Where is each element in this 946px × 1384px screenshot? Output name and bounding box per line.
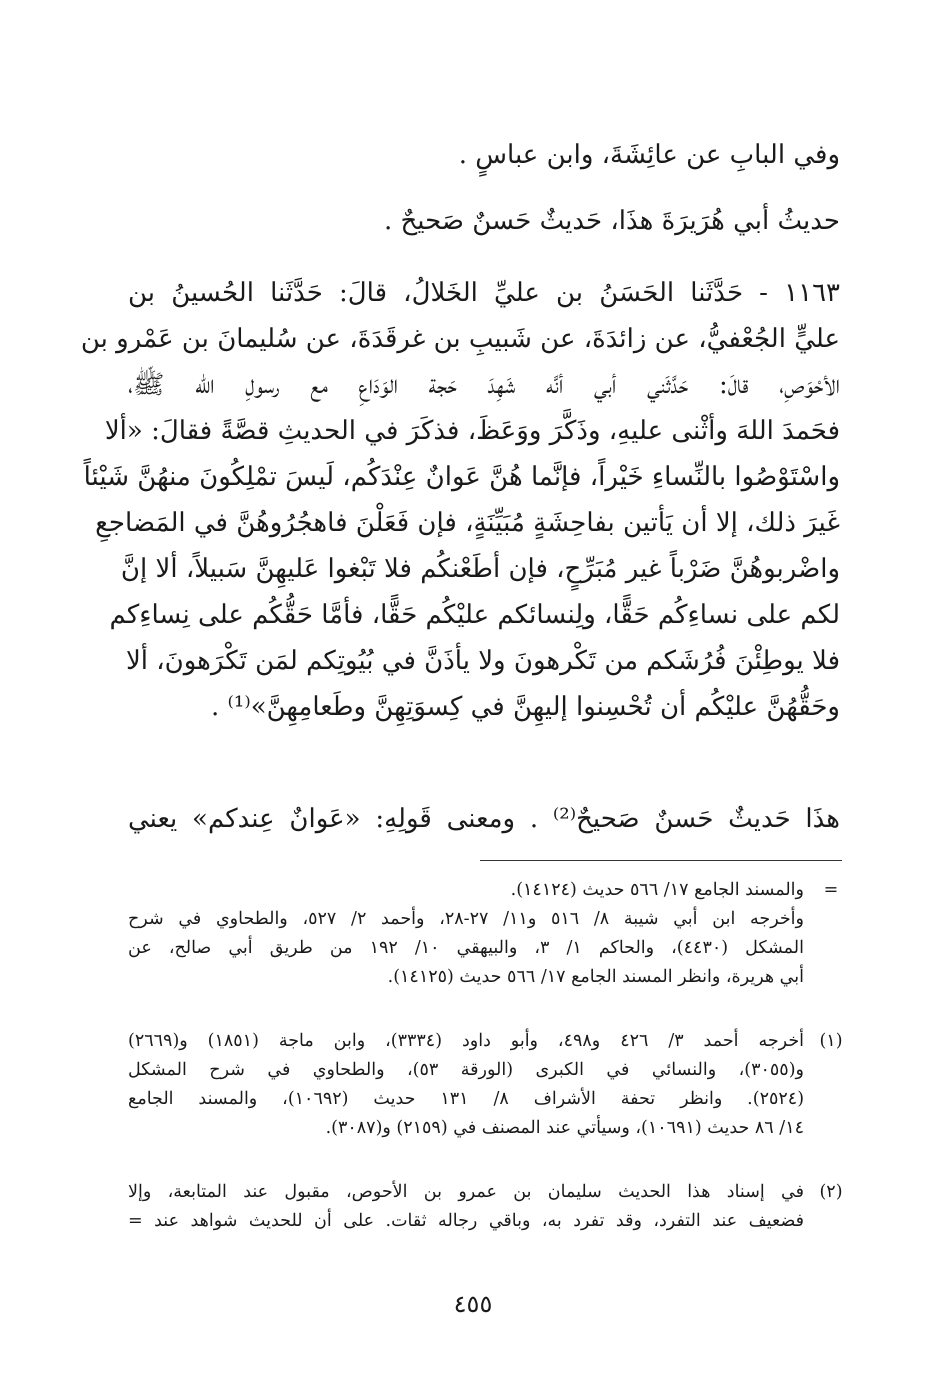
footnote-line: المشكل (٤٤٣٠)، والحاكم ١/ ٣، والبيهقي ١٠/ ١٩٢ من طريق أبي صالح، عن [128,938,804,958]
footnote-2 [128,1178,843,1236]
footnote-continued [128,876,840,992]
text-line: غَيرَ ذلك، إلا أن يَأتين بفاحِشَةٍ مُبَيِّنَةٍ، فإن فَعَلْنَ فاهجُرُوهُنَّ في المَضاجعِ [95,508,840,538]
text-line: عليٍّ الجُعْفيُّ، عن زائدَةَ، عن شَبيبِ بن غرقَدَةَ، عن سُليمانَ بن عَمْرو بن [80,324,840,354]
footnote-marker: (٢) [819,1182,843,1202]
text-line: حديثُ أبي هُرَيرَةَ هذَا، حَديثٌ حَسنٌ صَحيحٌ . [383,206,840,236]
text-line: ١١٦٣ - حَدَّثَنا الحَسَنُ بن عليِّ الخَلالُ، قالَ: حَدَّثَنا الحُسينُ بن [128,278,840,308]
footnote-line: ١٤/ ٨٦ حديث (١٠٦٩١)، وسيأتي عند المصنف في (٢١٥٩) و(٣٠٨٧). [325,1118,804,1138]
footnote-line: أبي هريرة، وانظر المسند الجامع ١٧/ ٥٦٦ حديث (١٤١٢٥). [387,967,804,987]
footnote-1 [128,1027,843,1143]
text-line: وحَقُّهُنَّ عليْكُم أن تُحْسِنوا إليهِنَّ في كِسوَتِهِنَّ وطَعامِهِنَّ»⁽¹⁾ . [210,692,840,722]
footnote-line: و(٣٠٥٥)، والنسائي في الكبرى (الورقة ٥٣)، والطحاوي في شرح المشكل [128,1060,804,1080]
text-line: الأحْوَصِ، قالَ: حَدَّثَني أبي أنَّه شَهِدَ حَجة الوَدَاعِ مع رسولِ الله ﷺ، [128,370,840,400]
text-line: واسْتَوْصُوا بالنِّساءِ خَيْراً، فإنَّما هُنَّ عَوانٌ عِنْدَكُم، لَيسَ تمْلِكُونَ منهُنَّ شَيْئاً [83,462,840,492]
paragraph-hadith-1163 [80,270,840,730]
footnote-line: في إسناد هذا الحديث سليمان بن عمرو بن الأحوص، مقبول عند المتابعة، وإلا [128,1182,804,1202]
text-line: فلا يوطِئْنَ فُرُشَكم من تَكْرهونَ ولا يأذَنَّ في بُيُوتِكم لمَن تَكْرَهونَ، ألا [125,646,840,676]
footnote-line: فضعيف عند التفرد، وقد تفرد به، وباقي رجاله ثقات. على أن للحديث شواهد عند = [128,1211,804,1231]
footnote-divider [480,860,842,861]
text-line: وفي البابِ عن عائِشَةَ، وابن عباسٍ . [458,140,840,170]
text-line: هذَا حَديثٌ حَسنٌ صَحيحٌ⁽²⁾ . ومعنى قَولِهِ: «عَوانٌ عِندكم» يعني [128,804,841,834]
paragraph-2 [128,198,840,244]
footnote-marker: = [823,880,839,900]
footnote-line: وأخرجه ابن أبي شيبة ٨/ ٥١٦ و١١/ ٢٧-٢٨، وأحمد ٢/ ٥٢٧، والطحاوي في شرح [128,909,804,929]
page-number: ٤٥٥ [453,1290,493,1318]
text-line: فحَمدَ اللهَ وأثْنى عليهِ، وذَكَّرَ ووَعَظَ، فذكَرَ في الحديثِ قصَّةً فقالَ: «ألا [104,416,840,446]
paragraph-commentary [128,796,840,842]
text-line: لكم على نساءِكُم حَقًّا، ولِنسائكم عليْكُم حَقًّا، فأمَّا حَقُّكُم على نِساءِكم [109,600,840,630]
footnote-marker: (١) [819,1031,843,1051]
text-line: واضْربوهُنَّ ضَرْباً غير مُبَرِّحٍ، فإن أطَعْنكُم فلا تَبْغوا عَليهِنَّ سَبيلاً، ألا إنَّ [120,554,840,584]
footnote-line: أخرجه أحمد ٣/ ٤٢٦ و٤٩٨، وأبو داود (٣٣٣٤)، وابن ماجة (١٨٥١) و(٢٦٦٩) [128,1031,804,1051]
footnote-line: (٢٥٢٤). وانظر تحفة الأشراف ٨/ ١٣١ حديث (١٠٦٩٢)، والمسند الجامع [128,1089,805,1109]
paragraph-1 [128,132,840,178]
footnote-line: والمسند الجامع ١٧/ ٥٦٦ حديث (١٤١٢٤). [510,880,804,900]
